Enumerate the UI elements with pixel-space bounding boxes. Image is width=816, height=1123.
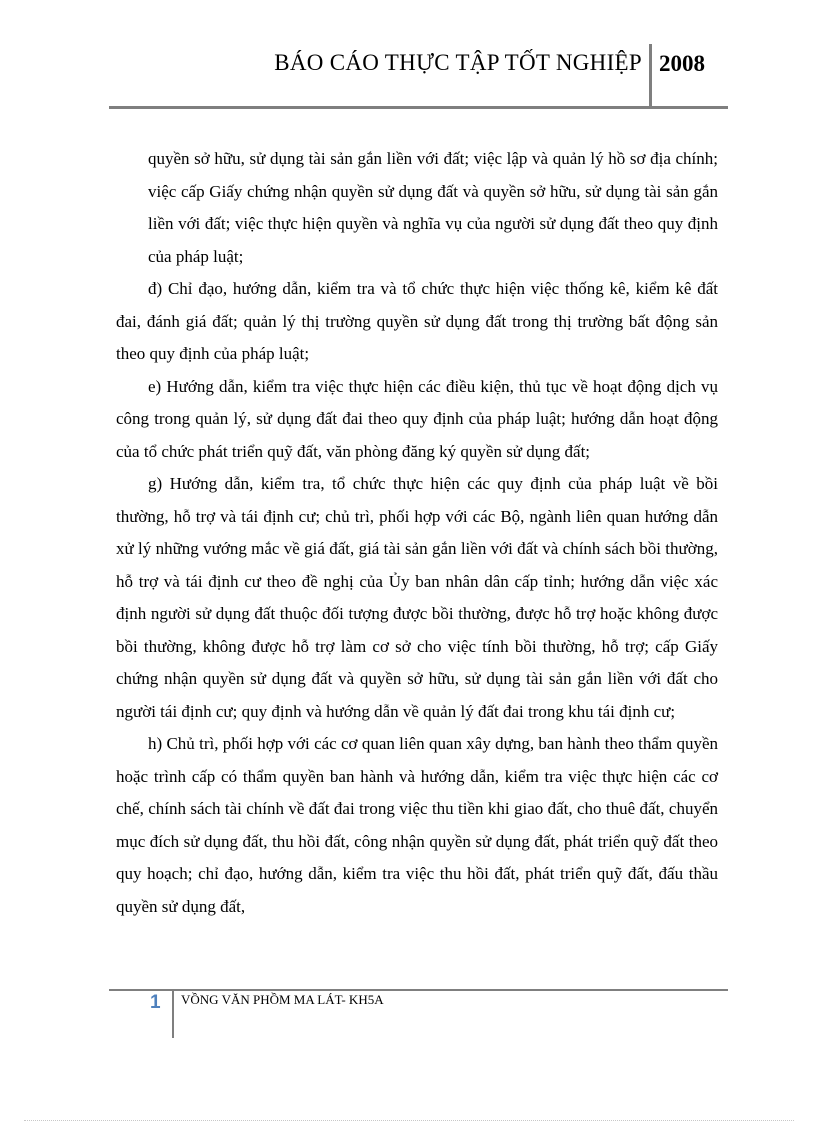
- paragraph-continued: quyền sở hữu, sử dụng tài sản gắn liền với đất; việc lập và quản lý hồ sơ địa chính; việc cấp Giấy chứng nhận quyền sử dụng đất và quyền sở hữu, sử dụng tài sản gắn liền với đất; việc thực hiện quyền và nghĩa vụ của người sử dụng đất theo quy định của pháp luật;: [148, 149, 718, 266]
- document-body: [116, 143, 718, 923]
- paragraph-h: h) Chủ trì, phối hợp với các cơ quan liên quan xây dựng, ban hành theo thẩm quyền hoặc trình cấp có thẩm quyền ban hành và hướng dẫn, kiểm tra việc thực hiện các cơ chế, chính sách tài chính về đất đai trong việc thu tiền khi giao đất, cho thuê đất, chuyển mục đích sử dụng đất, thu hồi đất, công nhận quyền sử dụng đất, phát triển quỹ đất theo quy hoạch; chỉ đạo, hướng dẫn, kiểm tra việc thu hồi đất, phát triển quỹ đất, đấu thầu quyền sử dụng đất,: [116, 734, 718, 916]
- footer-author: VỒNG VĂN PHỒM MA LÁT- KH5A: [181, 992, 384, 1007]
- paragraph-g: g) Hướng dẫn, kiểm tra, tổ chức thực hiện các quy định của pháp luật về bồi thường, hỗ trợ và tái định cư; chủ trì, phối hợp với các Bộ, ngành liên quan hướng dẫn xử lý những vướng mắc về giá đất, giá tài sản gắn liền với đất và chính sách bồi thường, hỗ trợ và tái định cư theo đề nghị của Ủy ban nhân dân cấp tỉnh; hướng dẫn việc xác định người sử dụng đất thuộc đối tượng được bồi thường, được hỗ trợ hoặc không được bồi thường, không được hỗ trợ làm cơ sở cho việc tính bồi thường, hỗ trợ; cấp Giấy chứng nhận quyền sử dụng đất và quyền sở hữu, sử dụng tài sản gắn liền với đất cho người tái định cư; quy định và hướng dẫn về quản lý đất đai trong khu tái định cư;: [116, 474, 718, 721]
- paragraph-e: e) Hướng dẫn, kiểm tra việc thực hiện các điều kiện, thủ tục về hoạt động dịch vụ công trong quản lý, sử dụng đất đai theo quy định của pháp luật; hướng dẫn hoạt động của tổ chức phát triển quỹ đất, văn phòng đăng ký quyền sử dụng đất;: [116, 376, 718, 461]
- footer-divider: [172, 990, 174, 1038]
- page-bottom-edge: [24, 1120, 794, 1121]
- page-number: 1: [150, 992, 161, 1013]
- paragraph-d: đ) Chỉ đạo, hướng dẫn, kiểm tra và tổ chức thực hiện việc thống kê, kiểm kê đất đai, đánh giá đất; quản lý thị trường quyền sử dụng đất trong thị trường bất động sản theo quy định của pháp luật;: [116, 279, 718, 363]
- header-rule: [109, 106, 728, 109]
- header-divider: [649, 44, 652, 108]
- footer-rule: [109, 989, 728, 991]
- report-year: 2008: [659, 51, 705, 76]
- report-title: BÁO CÁO THỰC TẬP TỐT NGHIỆP: [274, 50, 642, 75]
